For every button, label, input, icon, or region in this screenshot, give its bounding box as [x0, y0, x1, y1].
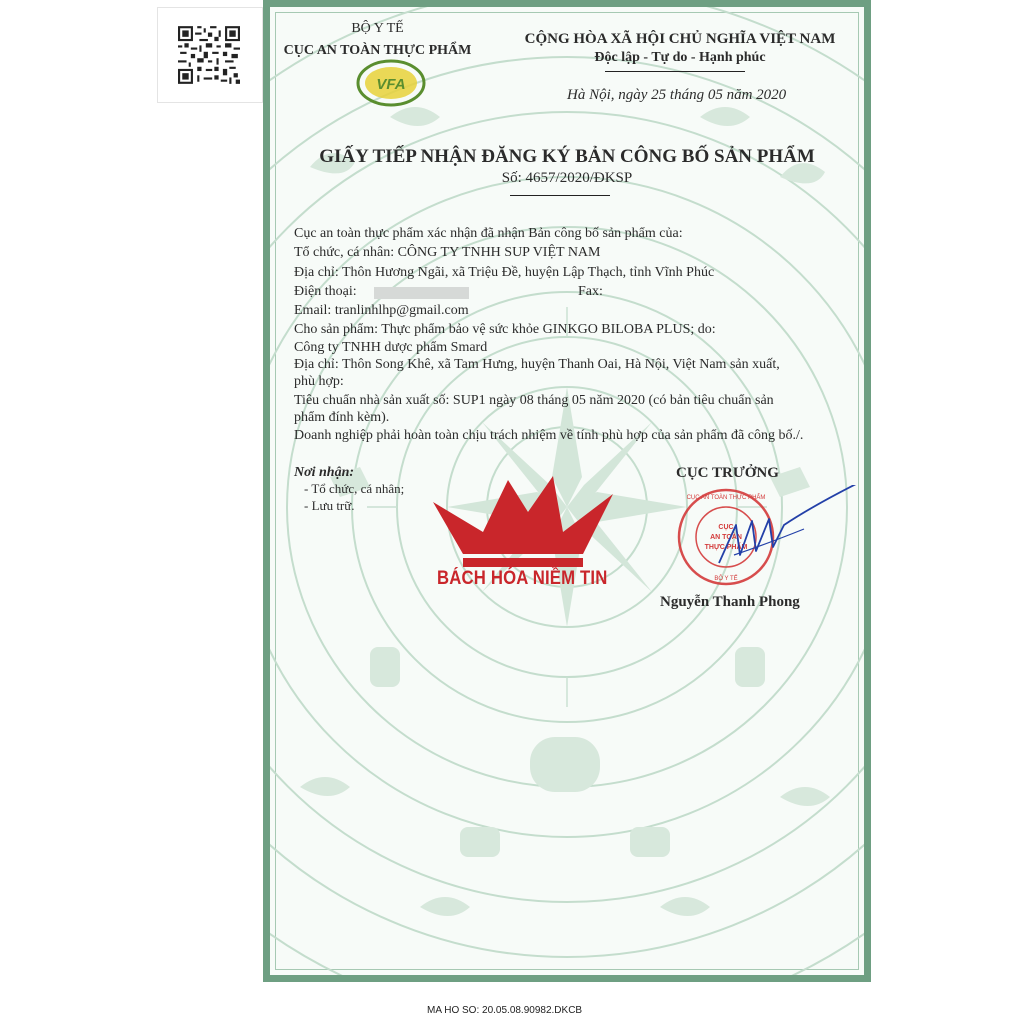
- brand-watermark-text: BÁCH HÓA NIỀM TIN: [437, 568, 608, 589]
- phone-redacted-blur: [374, 287, 469, 299]
- country-name: CỘNG HÒA XÃ HỘI CHỦ NGHĨA VIỆT NAM: [524, 31, 836, 47]
- official-stamp-icon: [679, 490, 773, 584]
- document-number: Số: 4657/2020/ĐKSP: [501, 170, 633, 186]
- place-date: Hà Nội, ngày 25 tháng 05 năm 2020: [567, 87, 787, 103]
- vfa-logo-text: VFA: [376, 76, 406, 93]
- stamp-bottom-text: BỘ Y TẾ: [714, 576, 738, 582]
- official-stamp-and-signature: [674, 485, 871, 595]
- qr-code-box: [157, 7, 263, 103]
- body-line-manufacturer-address: Địa chỉ: Thôn Song Khê, xã Tam Hưng, huyện Thanh Oai, Hà Nội, Việt Nam sản xuất,: [294, 357, 780, 372]
- signature-title: CỤC TRƯỞNG: [676, 465, 779, 481]
- record-code: MA HO SO: 20.05.08.90982.DKCB: [427, 1005, 583, 1016]
- body-line-product: Cho sản phẩm: Thực phẩm bảo vệ sức khỏe GINKGO BILOBA PLUS; do:: [294, 322, 716, 337]
- body-line-standard: Tiêu chuẩn nhà sản xuất số: SUP1 ngày 08 tháng 05 năm 2020 (có bản tiêu chuẩn sản: [294, 393, 774, 408]
- signer-name: Nguyễn Thanh Phong: [660, 594, 800, 610]
- stamp-inner-line: AN TOÀN: [710, 534, 742, 541]
- body-line-intro: Cục an toàn thực phẩm xác nhận đã nhận Bản công bố sản phẩm của:: [294, 226, 683, 241]
- body-line-compliance: phù hợp:: [294, 374, 344, 389]
- ministry-name: BỘ Y TẾ: [351, 21, 404, 36]
- body-line-email: Email: tranlinhlhp@gmail.com: [294, 303, 469, 318]
- motto-underline: [605, 71, 745, 72]
- body-line-responsibility: Doanh nghiệp phải hoàn toàn chịu trách nhiệm về tính phù hợp của sản phẩm đã công bố./.: [294, 428, 804, 443]
- stamp-inner-line: CỤC: [718, 524, 734, 531]
- number-underline: [510, 195, 610, 196]
- recipient-item: - Tổ chức, cá nhân;: [304, 481, 405, 496]
- body-line-organization: Tổ chức, cá nhân: CÔNG TY TNHH SUP VIỆT NAM: [294, 245, 601, 260]
- qr-code-icon: [178, 26, 240, 84]
- agency-name: CỤC AN TOÀN THỰC PHẨM: [283, 43, 472, 58]
- motto: Độc lập - Tự do - Hạnh phúc: [594, 50, 766, 65]
- recipient-item: - Lưu trữ.: [304, 498, 355, 513]
- fax-label: Fax:: [578, 284, 603, 299]
- document-title: GIẤY TIẾP NHẬN ĐĂNG KÝ BẢN CÔNG BỐ SẢN PHẨM: [319, 146, 815, 167]
- body-line-standard-cont: phẩm đính kèm).: [294, 410, 390, 425]
- body-line-manufacturer: Công ty TNHH dược phẩm Smard: [294, 340, 488, 355]
- body-line-address: Địa chỉ: Thôn Hương Ngãi, xã Triệu Đề, huyện Lập Thạch, tỉnh Vĩnh Phúc: [294, 265, 715, 280]
- phone-label: Điện thoại:: [294, 284, 357, 299]
- stamp-inner-line: THỰC PHẨM: [704, 544, 748, 551]
- stamp-outer-text: CỤC AN TOÀN THỰC PHẨM: [686, 495, 766, 501]
- recipients-title: Nơi nhận:: [294, 465, 355, 480]
- vfa-logo-icon: [355, 57, 427, 109]
